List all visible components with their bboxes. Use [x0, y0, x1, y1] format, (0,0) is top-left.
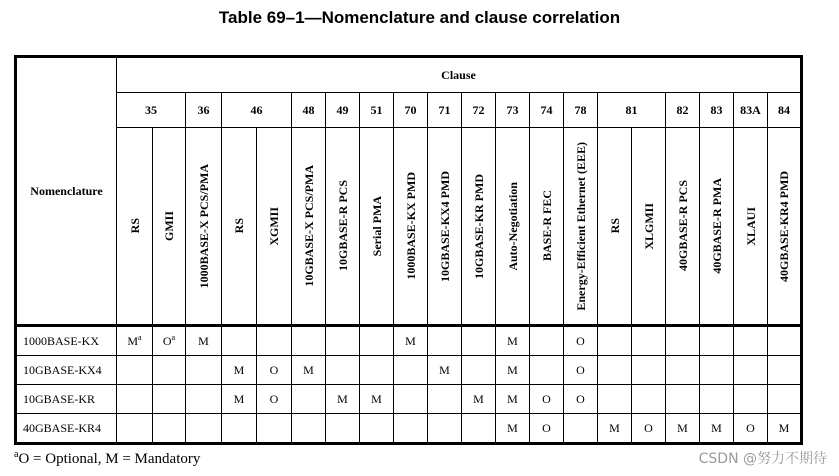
sublayer-header	[186, 128, 222, 326]
sublayer-label: RS	[607, 218, 622, 234]
sublayer-header	[257, 128, 292, 326]
table-cell: M	[186, 326, 222, 356]
table-cell	[768, 326, 802, 356]
clause-number: 84	[768, 93, 802, 128]
table-cell	[700, 356, 734, 385]
table-cell	[462, 414, 496, 444]
clause-number: 51	[360, 93, 394, 128]
footnote-text: O = Optional, M = Mandatory	[18, 451, 201, 467]
table-cell	[117, 414, 153, 444]
table-cell: O	[257, 385, 292, 414]
clause-number: 36	[186, 93, 222, 128]
clause-number: 71	[428, 93, 462, 128]
sublayer-label: Auto-Negotiation	[505, 181, 520, 271]
table-cell	[700, 326, 734, 356]
table-cell: M	[700, 414, 734, 444]
sublayer-label: 10GBASE-R PCS	[335, 180, 350, 272]
table-cell: M	[496, 385, 530, 414]
table-cell	[666, 356, 700, 385]
clause-number: 35	[117, 93, 186, 128]
table-cell: O	[530, 414, 564, 444]
sublayer-label: XLAUI	[743, 206, 758, 246]
table-cell: M	[326, 385, 360, 414]
table-cell: O	[564, 326, 598, 356]
clause-number: 78	[564, 93, 598, 128]
table-cell: O	[564, 385, 598, 414]
table-cell	[666, 385, 700, 414]
sublayer-label: 10GBASE-X PCS/PMA	[301, 165, 316, 287]
table-cell: M	[496, 414, 530, 444]
clause-number: 46	[222, 93, 292, 128]
table-cell: O	[257, 356, 292, 385]
sublayer-label: 1000BASE-X PCS/PMA	[196, 163, 211, 289]
nomenclature-table	[14, 55, 803, 445]
clause-number: 72	[462, 93, 496, 128]
table-cell	[292, 326, 326, 356]
table-cell: $O^a$	[153, 326, 186, 356]
table-cell	[394, 356, 428, 385]
sublayer-header	[734, 128, 768, 326]
sublayer-header	[222, 128, 257, 326]
nomenclature-header: Nomenclature	[16, 57, 117, 326]
table-cell	[117, 385, 153, 414]
clause-number: 70	[394, 93, 428, 128]
table-cell	[564, 414, 598, 444]
table-cell	[186, 356, 222, 385]
table-cell: M	[394, 326, 428, 356]
table-cell	[768, 385, 802, 414]
footnote-mark: a	[14, 449, 19, 460]
table-cell: M	[292, 356, 326, 385]
table-cell: M	[496, 326, 530, 356]
table-cell: $M^a$	[117, 326, 153, 356]
sublayer-header	[153, 128, 186, 326]
table-row	[16, 385, 802, 414]
table-cell	[700, 385, 734, 414]
sublayer-label: RS	[127, 218, 142, 234]
table-cell: O	[632, 414, 666, 444]
table-cell	[632, 385, 666, 414]
table-cell	[257, 326, 292, 356]
table-cell: M	[768, 414, 802, 444]
sublayer-label: 40GBASE-R PCS	[675, 180, 690, 272]
table-cell	[153, 385, 186, 414]
sublayer-label: RS	[232, 218, 246, 234]
clause-number: 83A	[734, 93, 768, 128]
table-cell: O	[564, 356, 598, 385]
table-cell	[734, 385, 768, 414]
sublayer-header	[428, 128, 462, 326]
row-nomenclature: 40GBASE-KR4	[16, 414, 117, 444]
sublayer-header	[292, 128, 326, 326]
table-cell	[394, 414, 428, 444]
table-cell	[462, 356, 496, 385]
sublayer-label: Serial PMA	[369, 195, 384, 257]
clause-number: 48	[292, 93, 326, 128]
sublayer-label: 40GBASE-KR4 PMD	[777, 170, 791, 282]
table-cell	[632, 326, 666, 356]
table-cell	[768, 356, 802, 385]
table-cell	[360, 356, 394, 385]
sublayer-header	[117, 128, 153, 326]
table-cell	[292, 385, 326, 414]
table-cell	[292, 414, 326, 444]
table-cell	[632, 356, 666, 385]
table-cell: M	[428, 356, 462, 385]
table-cell	[734, 356, 768, 385]
table-cell	[222, 414, 257, 444]
table-cell: O	[530, 385, 564, 414]
table-cell	[734, 326, 768, 356]
table-cell	[117, 356, 153, 385]
row-nomenclature: 1000BASE-KX	[16, 326, 117, 356]
table-cell	[428, 385, 462, 414]
sublayer-header	[564, 128, 598, 326]
sublayer-label: BASE-R FEC	[539, 190, 554, 262]
sublayer-label: XGMII	[267, 206, 281, 246]
table-cell	[394, 385, 428, 414]
clause-number: 73	[496, 93, 530, 128]
table-cell	[326, 414, 360, 444]
table-row	[16, 356, 802, 385]
clause-number: 49	[326, 93, 360, 128]
table-cell	[360, 414, 394, 444]
table-cell	[326, 356, 360, 385]
table-cell	[257, 414, 292, 444]
table-cell	[428, 326, 462, 356]
clause-number: 82	[666, 93, 700, 128]
sublayer-header	[394, 128, 428, 326]
table-cell: M	[462, 385, 496, 414]
sublayer-header	[768, 128, 802, 326]
sublayer-header	[360, 128, 394, 326]
sublayer-header	[326, 128, 360, 326]
sublayer-label: 40GBASE-R PMA	[709, 178, 724, 274]
table-cell	[326, 326, 360, 356]
clause-number: 81	[598, 93, 666, 128]
table-cell: M	[222, 356, 257, 385]
table-row	[16, 414, 802, 444]
table-cell	[598, 326, 632, 356]
sublayer-label: GMII	[162, 211, 176, 241]
table-cell: M	[496, 356, 530, 385]
sublayer-header	[666, 128, 700, 326]
sublayer-label: 10GBASE-KX4 PMD	[437, 170, 452, 282]
sublayer-label: Energy-Efficient Ethernet (EEE)	[573, 141, 588, 311]
table-cell: M	[222, 385, 257, 414]
sublayer-header	[700, 128, 734, 326]
sublayer-header	[462, 128, 496, 326]
sublayer-header	[598, 128, 632, 326]
table-cell	[186, 385, 222, 414]
sublayer-label: 10GBASE-KR PMD	[471, 173, 486, 279]
table-cell	[222, 326, 257, 356]
table-cell	[598, 385, 632, 414]
table-cell	[598, 356, 632, 385]
table-title: Table 69–1—Nomenclature and clause correlation	[218, 8, 621, 27]
table-cell	[428, 414, 462, 444]
table-cell	[530, 356, 564, 385]
table-cell	[153, 414, 186, 444]
table-cell	[530, 326, 564, 356]
table-cell	[186, 414, 222, 444]
clause-number: 83	[700, 93, 734, 128]
sublayer-header	[496, 128, 530, 326]
table-cell: M	[666, 414, 700, 444]
table-cell	[360, 326, 394, 356]
row-nomenclature: 10GBASE-KR	[16, 385, 117, 414]
sublayer-label: 1000BASE-KX PMD	[403, 172, 418, 280]
watermark: CSDN @努力不期待	[698, 451, 827, 467]
table-cell	[153, 356, 186, 385]
table-cell: M	[598, 414, 632, 444]
row-nomenclature: 10GBASE-KX4	[16, 356, 117, 385]
table-cell: O	[734, 414, 768, 444]
sublayer-header	[632, 128, 666, 326]
clause-number: 74	[530, 93, 564, 128]
table-row	[16, 326, 802, 356]
table-cell	[666, 326, 700, 356]
sublayer-header	[530, 128, 564, 326]
sublayer-label: XLGMII	[641, 202, 656, 250]
table-cell: M	[360, 385, 394, 414]
footnote	[14, 449, 200, 468]
clause-header: Clause	[117, 57, 802, 93]
table-cell	[462, 326, 496, 356]
